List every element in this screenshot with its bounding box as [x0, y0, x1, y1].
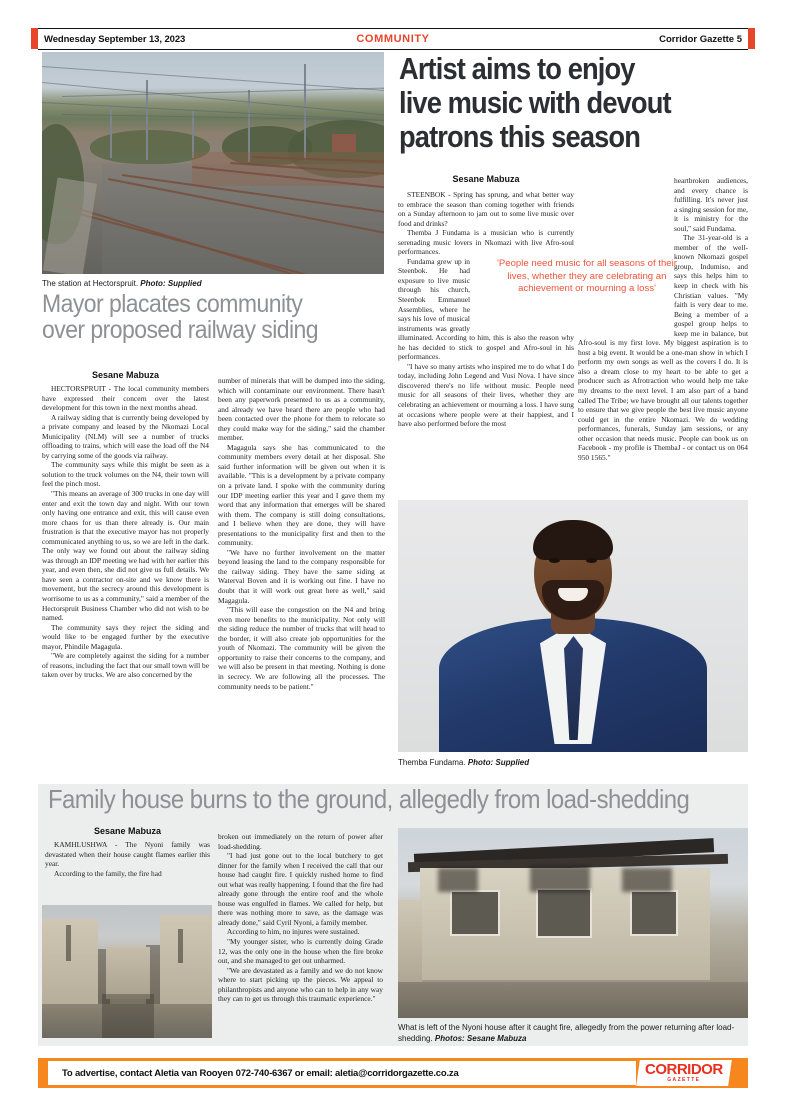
portrait-photo-caption: [398, 757, 748, 768]
artist-col1-p3: "I have so many artists who inspired me to do what I do today, including John Legend and Vusi Nova. I have since discovered there's no life without music. People need music for all seasons of their lives, whether they are celebrating an achievement or mourning a loss. I have sung at occasions where people were at their happiest, and I have also performed before the most: [398, 361, 574, 429]
railway-station-photo: [42, 52, 384, 274]
rail-headline-line2: over proposed railway siding: [42, 316, 319, 344]
artist-headline-line1: Artist aims to enjoy: [399, 51, 635, 86]
rail-col1-p2: The community says while this might be seen as a solution to the truck volumes on the N4, their town will feel the pinch most.: [42, 460, 209, 489]
rail-col1-p1: A railway siding that is currently being developed by a private company and leased by the Nkomazi Local Municipality (NLM) will see a number of trucks offloading to trains, which will ease the load off the N4 by carrying some of the goods via railway.: [42, 412, 209, 460]
rail-col2-p1: Magagula says she has communicated to the community members every detail at her disposal. She said further information will be given out when it is available. "This is a development by a private company on a private land. I spoke with the community during our IDP meeting earlier this year and I gave them my word that any information that emerges will be shared with them. The company is still doing consultations, and I believe when they are done, they will have presentations to the municipality first and then to the community.: [218, 442, 385, 548]
fire-caption-text: What is left of the Nyoni house after it caught fire, allegedly from the power returning after load-shedding.: [398, 1023, 735, 1043]
footer-advert-panel: [48, 1061, 636, 1085]
artist-column-2: [578, 176, 748, 494]
corridor-gazette-logo: [636, 1060, 732, 1086]
railway-photo-credit: Photo: Supplied: [140, 279, 202, 288]
rail-col2-p3: "This will ease the congestion on the N4 and bring even more benefits to the municipality. Not only will the siding reduce the number of trucks that will head to the border, it will also create job opportunities for the youth of Nkomazi. The community will be given the opportunity to raise their concerns to the company, and we will also be present in that meeting. Nothing is done in secrecy. We are following all the processes. The community needs to be patient.": [218, 605, 385, 691]
rail-byline: Sesane Mabuza: [91, 370, 160, 380]
logo-main-text: CORRIDOR: [645, 1061, 723, 1078]
portrait-eye-right: [586, 558, 597, 563]
artist-col1-p1: Themba J Fundama is a musician who is currently serenading music lovers in Nkomazi with live Afro-soul performances.: [398, 228, 574, 257]
fire-col2-p2: According to him, no injures were sustained.: [227, 927, 360, 937]
rail-col2-p2: "We have no further involvement on the matter beyond leasing the land to the company responsible for the railway siding. They have the same siding at Waterval Boven and it is working out fine. I have no doubt that it will work out great here as well," said Magagula.: [218, 547, 385, 605]
masthead-page-number: Corridor Gazette 5: [659, 33, 742, 45]
rail-col1-p3: "This means an average of 300 trucks in one day will enter and exit the town day and night. With our town only having one entrance and exit, this will cause even more chaos for us than there already is. Our main frustration is that the executive mayor has not properly communicated anything to us, so we are left in the dark. The only way we found out about the railway siding was through an IDP meeting we had with her earlier this year, and even then, she did not give us full details. We have seen a contractor on-site and we know there is movement, but the secrecy around this development is worrisome to us as a community," said a member of the Hectorspruit Business Chamber who did not wish to be named.: [42, 489, 209, 623]
railway-photo-caption: [42, 278, 384, 289]
masthead-date: Wednesday September 13, 2023: [44, 33, 186, 45]
artist-col2-p0: heartbroken audiences, and every chance is fulfilling. It's never just a singing session for me, it is ministry for the soul," said Fundama.: [674, 176, 748, 233]
fire-col2-p1: "I had just gone out to the local butchery to get dinner for the family when I received the call that our house had caught fire. I quickly rushed home to find out what was really happening. I found that the fire had already gone through the entire roof and the whole house was engulfed in flames. We called for help, but there was nothing more to save, as the damage was already done," said Cyril Nyoni, a family member.: [218, 851, 383, 927]
rail-column-1: [42, 384, 209, 774]
rail-column-2: [218, 376, 385, 774]
masthead-tab-right: [748, 28, 755, 49]
railway-photo-caption-text: The station at Hectorspruit.: [42, 279, 141, 288]
fire-col2-p4: "We are devastated as a family and we do not know where to start picking up the pieces. We appeal to philanthropists and anyone who can to help in any way they can to get us through this traumatic experience.": [218, 965, 383, 1004]
burnt-house-photo: [398, 828, 748, 1018]
fire-col1-p1: According to the family, the fire had: [54, 868, 162, 878]
artist-pullquote: 'People need music for all seasons of their lives, whether they are celebrating an achievement or mourning a loss': [497, 258, 677, 295]
portrait-smile: [558, 588, 588, 601]
artist-column-1: [398, 190, 574, 495]
fire-byline: Sesane Mabuza: [93, 826, 162, 836]
fire-col2-p0: broken out immediately on the return of power after load-shedding.: [218, 832, 383, 851]
artist-col2-p1: The 31-year-old is a member of the well-known Nkomazi gospel group, Indumiso, and says this helps him to keep in check with his Christian values. "My faith is very dear to me. Being a member of a gospel group helps to keep me in balance, but Afro-soul is my first love. My biggest aspiration is to host a big event. It would be a one-man show in which I perform my own songs as well as the covers I do. It is also a dream close to my heart to be able to get a producer such as Afrotraction who would help me take my dreams to the next level. I am also part of a band called The Tribe; we have brought all our talents together to ensure that we give people the best live music anyone could get in the entire Nkomazi. We do wedding performances, funerals, Sunday jam sessions, or any other occasion that needs music. People can book us on Facebook - my profile is ThembaJ - or contact us on 064 950 1565.": [578, 233, 748, 462]
fire-photo-credit: Photos: Sesane Mabuza: [434, 1034, 527, 1043]
burnt-house-photo-caption: [398, 1022, 748, 1044]
rail-headline-line1: Mayor placates community: [42, 290, 303, 318]
fire-headline: Family house burns to the ground, allegedly from load-shedding: [48, 784, 690, 814]
portrait-eye-left: [549, 558, 560, 563]
rail-col1-p0: HECTORSPRUIT - The local community members have expressed their concern over the latest development for this town in the next months ahead.: [42, 384, 209, 413]
artist-col1-p0: STEENBOK - Spring has sprung, and what better way to embrace the season than coming together with friends on a Sunday afternoon to jam out to some live music over food and drinks?: [398, 190, 574, 228]
musician-portrait-photo: [398, 500, 748, 752]
artist-headline-line2: live music with devout: [399, 85, 671, 120]
footer-advert-text: To advertise, contact Aletia van Rooyen 072-740-6367 or email: aletia@corridorgazette.co.za: [62, 1067, 459, 1079]
footer-advert-bar: [38, 1058, 748, 1088]
fire-col2-p3: "My younger sister, who is currently doing Grade 12, was the only one in the house when the fire broke out, and she managed to get out unharmed.: [218, 937, 383, 966]
rail-col1-p5: "We are completely against the siding for a number of reasons, including the fact that our small town will be taken over by trucks. We are also concerned by the: [42, 651, 209, 680]
fire-column-2: [218, 832, 383, 1046]
portrait-photo-credit: Photo: Supplied: [467, 758, 530, 767]
artist-col1-p2: Fundama grew up in Steenbok. He had exposure to live music through his church, Steenbok Emmanuel Assemblies, where he says his love of musical instruments was greatly illuminated. According to him, this is also the reason why he has decided to stick to gospel and Afro-soul in his performances.: [398, 256, 574, 362]
portrait-hair: [533, 520, 613, 560]
masthead-section: COMMUNITY: [356, 33, 430, 45]
fire-column-1: [45, 840, 210, 902]
masthead: [38, 28, 748, 50]
artist-byline: Sesane Mabuza: [452, 174, 520, 184]
fire-col1-p0: KAMHLUSHWA - The Nyoni family was devastated when their house caught flames earlier this year.: [45, 840, 210, 869]
portrait-caption-text: Themba Fundama.: [398, 758, 468, 767]
burnt-interior-photo: [42, 905, 212, 1038]
rail-col1-p4: The community says they reject the siding and would like to be engaged further by the executive mayor, Phindile Magagula.: [42, 622, 209, 651]
masthead-tab-left: [31, 28, 38, 49]
rail-col2-p0: number of minerals that will be dumped into the siding, which will contaminate our environment. There hasn't been any paperwork presented to us as a community, and already we have heard there are people who had been contacted over the phone for them to relocate so they could make way for the siding," said the chamber member.: [218, 376, 385, 443]
artist-headline-line3: patrons this season: [399, 119, 640, 154]
logo-sub-text: GAZETTE: [667, 1077, 701, 1083]
